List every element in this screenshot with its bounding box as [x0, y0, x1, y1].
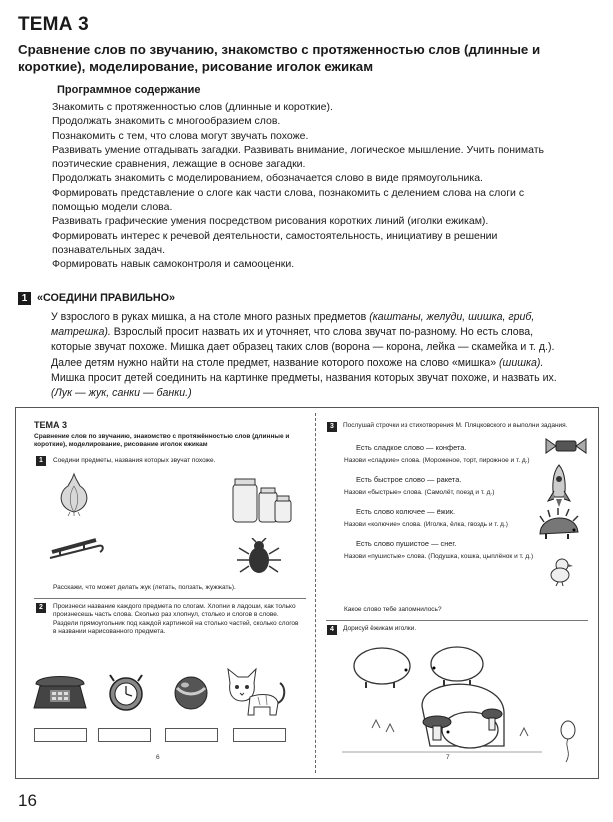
spread-spine — [315, 413, 316, 773]
telephone-picture — [30, 670, 90, 712]
exercise-text-italic: (шишка). — [499, 356, 544, 369]
task2-text: Произнеси название каждого предмета по слогам. Хлопни в ладоши, как только произнесешь часть слова. Сколько раз хлопнул, столько и слогов в слове. Раздели прямоугольник под каждой картинкой на столько частей, сколько слогов в названии нарисованного предмета. — [53, 603, 299, 635]
syllable-box[interactable] — [98, 728, 151, 742]
verse-line: Есть быстрое слово — ракета. — [356, 475, 462, 484]
balloon-picture — [558, 720, 578, 764]
program-item: Развивать графические умения посредством рисования коротких линий (иголки ежикам). — [52, 215, 489, 228]
left-page-subtitle: Сравнение слов по звучанию, знакомство с протяжённостью слов (длинные и короткие), моделирование, рисование иголок ежикам — [34, 433, 290, 449]
verse-hint: Назови «быстрые» слова. (Самолёт, поезд и т. д.) — [344, 489, 495, 496]
topic-subtitle: Сравнение слов по звучанию, знакомство с протяженностью слов (длинные и короткие), моделирование, рисование иголок ежикам — [18, 42, 541, 74]
task4-number: 4 — [327, 625, 337, 635]
left-page-topic: ТЕМА 3 — [34, 420, 68, 430]
verse-hint: Назови «колючие» слова. (Иголка, ёлка, гвоздь и т. д.) — [344, 521, 508, 528]
task3-number: 3 — [327, 422, 337, 432]
task1-number: 1 — [36, 456, 46, 466]
hedgehogs-scene-picture — [342, 636, 552, 764]
page-number: 16 — [18, 791, 37, 810]
program-item: Продолжать знакомить с многообразием слов. — [52, 115, 281, 128]
program-item: Знакомить с протяженностью слов (длинные и короткие). — [52, 101, 333, 113]
task1-note: Расскажи, что может делать жук (летать, ползать, жужжать). — [53, 584, 236, 591]
candy-picture — [544, 436, 588, 456]
exercise-text-italic: (Лук — жук, санки — банки.) — [51, 387, 192, 400]
task3-text: Послушай строчки из стихотворения М. Пляцковского и выполни задания. — [343, 422, 568, 429]
exercise-title: «СОЕДИНИ ПРАВИЛЬНО» — [37, 292, 176, 304]
jars-picture — [229, 470, 295, 526]
task1-text: Соедини предметы, названия которых звучат похоже. — [53, 457, 216, 464]
exercise-text-part: У взрослого в руках мишка, а на столе много разных предметов — [51, 311, 370, 323]
syllable-box[interactable] — [233, 728, 286, 742]
program-item: Формировать представление о слоге как части слова, познакомить с делением слова на слоги с помощью модели слова. — [52, 186, 525, 214]
exercise-number-badge: 1 — [18, 292, 31, 305]
right-page-number: 7 — [446, 754, 450, 761]
chick-picture — [548, 556, 574, 586]
workbook-spread — [15, 407, 599, 779]
syllable-box[interactable] — [165, 728, 218, 742]
rocket-picture — [544, 463, 574, 509]
exercise-text — [51, 310, 571, 401]
program-item: Продолжать знакомить с моделированием, обозначается слово в виде прямоугольника. — [52, 172, 483, 185]
program-heading: Программное содержание — [57, 84, 201, 96]
task4-text: Дорисуй ёжикам иголки. — [343, 625, 417, 632]
program-item: Познакомить с тем, что слова могут звучать похоже. — [52, 129, 309, 142]
exercise-text-italic: (каштаны, желуди, шишка, гриб, матрешка). — [51, 311, 535, 339]
beetle-picture — [234, 538, 284, 576]
ball-picture — [171, 674, 211, 712]
verse-line: Есть слово колючее — ёжик. — [356, 507, 456, 516]
exercise-text-part: Мишка просит детей соединить на картинке предметы, названия которых звучат похоже, и назвать их. — [51, 371, 557, 384]
verse-hint: Назови «сладкие» слова. (Мороженое, торт, пирожное и т. д.) — [344, 457, 530, 464]
syllable-box[interactable] — [34, 728, 87, 742]
kitten-picture — [220, 663, 290, 717]
program-list — [52, 100, 572, 272]
program-item: Формировать навык самоконтроля и самооценки. — [52, 258, 295, 271]
onion-picture — [54, 470, 94, 516]
topic-title: ТЕМА 3 — [18, 14, 89, 35]
left-page-number: 6 — [156, 754, 160, 761]
verse-line: Есть сладкое слово — конфета. — [356, 443, 467, 452]
sled-picture — [46, 530, 106, 566]
exercise-text-part: Взрослый просит назвать их и уточняет, что слова звучат по-разному. Но есть слова, которые звучат похоже. Мишка дает образец таких слов (ворона — корона, лейка — скамейка и т. д.). Далее детям нужно найти на столе предмет, название которого похоже на слово «мишка» — [51, 326, 555, 369]
program-item: Формировать интерес к речевой деятельности, самостоятельность, инициативу в решении познавательных задач. — [52, 229, 498, 256]
memory-question: Какое слово тебе запомнилось? — [344, 606, 442, 613]
hedgehog-picture — [536, 508, 582, 542]
verse-line: Есть слово пушистое — снег. — [356, 539, 457, 548]
clock-picture — [106, 671, 146, 713]
task-divider — [34, 598, 306, 599]
program-item: Развивать умение отгадывать загадки. Развивать внимание, логическое мышление. Учить понимать поэтические сравнения, лежащие в основе загадки. — [52, 143, 544, 171]
task2-number: 2 — [36, 603, 46, 613]
verse-hint: Назови «пушистые» слова. (Подушка, кошка, цыплёнок и т. д.) — [344, 553, 534, 560]
task-divider — [326, 620, 588, 621]
